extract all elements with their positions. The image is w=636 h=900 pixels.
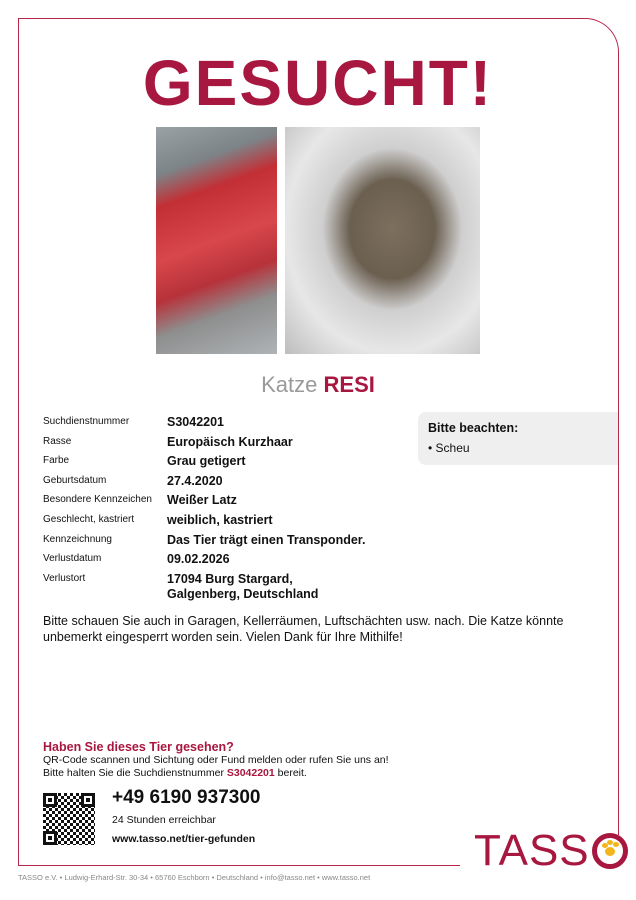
fact-label: Geburtsdatum bbox=[43, 474, 107, 486]
frame-bottom-line bbox=[18, 865, 460, 866]
contact-section bbox=[43, 740, 389, 779]
fact-value: 27.4.2020 bbox=[167, 473, 223, 488]
fact-value: Europäisch Kurzhaar bbox=[167, 434, 293, 449]
note-title: Bitte beachten: bbox=[428, 421, 519, 435]
paw-icon bbox=[592, 833, 628, 869]
fact-value: weiblich, kastriert bbox=[167, 512, 273, 527]
fact-label: Suchdienstnummer bbox=[43, 416, 130, 427]
description: Bitte schauen Sie auch in Garagen, Kellerräumen, Luftschächten usw. nach. Die Katze könnte unbemerkt eingesperrt worden sein. Vielen Dank für Ihre Mithilfe! bbox=[43, 614, 564, 644]
phone-number[interactable]: +49 6190 937300 bbox=[112, 787, 261, 808]
cat-photo-2 bbox=[285, 127, 480, 354]
fact-row bbox=[43, 493, 367, 513]
fact-value: Grau getigert bbox=[167, 454, 246, 469]
note-box bbox=[418, 412, 618, 465]
cat-photo-1 bbox=[156, 127, 277, 354]
note-item: • Scheu bbox=[428, 441, 470, 455]
logo-text: TASS bbox=[474, 826, 590, 875]
fact-value: Das Tier trägt einen Transponder. bbox=[167, 532, 366, 547]
contact-heading: Haben Sie dieses Tier gesehen? bbox=[43, 740, 234, 754]
fact-label: Verlustort bbox=[43, 572, 86, 584]
facts-table bbox=[43, 415, 367, 601]
footer-address: TASSO e.V. • Ludwig-Erhard-Str. 30-34 • 65760 Eschborn • Deutschland • info@tasso.net • www.tasso.net bbox=[18, 873, 371, 882]
hours-text: 24 Stunden erreichbar bbox=[112, 814, 216, 826]
qr-code[interactable] bbox=[43, 793, 95, 845]
fact-row bbox=[43, 571, 367, 601]
fact-label: Kennzeichnung bbox=[43, 533, 112, 545]
search-id-highlight: S3042201 bbox=[226, 766, 275, 779]
animal-name-value: RESI bbox=[323, 372, 375, 397]
animal-name bbox=[0, 372, 636, 398]
fact-label: Besondere Kennzeichen bbox=[43, 494, 152, 506]
fact-label: Farbe bbox=[43, 455, 70, 467]
animal-kind: Katze bbox=[261, 372, 318, 397]
fact-label: Geschlecht, kastriert bbox=[43, 513, 135, 525]
tasso-logo bbox=[474, 826, 628, 876]
fact-row bbox=[43, 533, 367, 553]
fact-row bbox=[43, 474, 367, 494]
fact-row bbox=[43, 415, 367, 435]
contact-line-2-pre: Bitte halten Sie die Suchdienstnummer bbox=[43, 766, 227, 779]
fact-row bbox=[43, 454, 367, 474]
contact-line-1: QR-Code scannen und Sichtung oder Fund melden oder rufen Sie uns an! bbox=[43, 754, 389, 766]
report-link[interactable]: www.tasso.net/tier-gefunden bbox=[112, 833, 256, 845]
fact-row bbox=[43, 435, 367, 455]
fact-row bbox=[43, 513, 367, 533]
fact-value: 17094 Burg Stargard, Galgenberg, Deutschland bbox=[167, 571, 319, 601]
fact-row bbox=[43, 552, 367, 572]
fact-value: 09.02.2026 bbox=[167, 552, 230, 567]
fact-value: S3042201 bbox=[167, 415, 225, 429]
contact-line-2-post: bereit. bbox=[274, 766, 307, 779]
contact-line-2 bbox=[43, 767, 389, 780]
poster-title: GESUCHT! bbox=[142, 47, 494, 119]
fact-label: Rasse bbox=[43, 435, 72, 447]
fact-value: Weißer Latz bbox=[167, 493, 237, 508]
fact-label: Verlustdatum bbox=[43, 553, 102, 565]
